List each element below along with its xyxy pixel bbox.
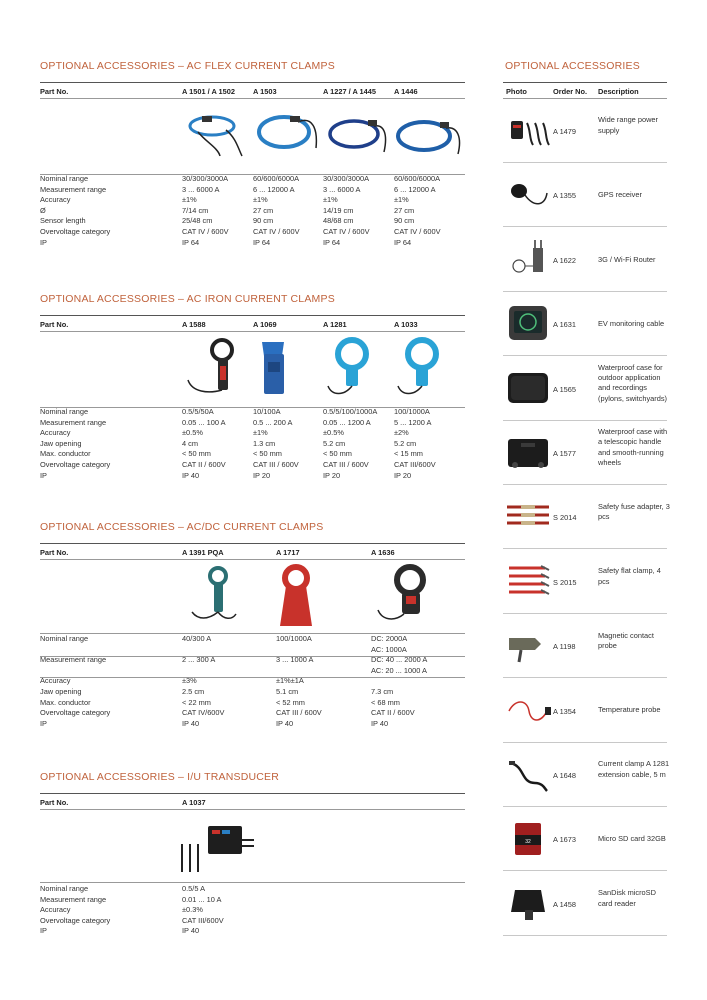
divider: [503, 82, 667, 83]
trolley-case-icon: [505, 431, 551, 473]
accessory-row: [503, 485, 670, 549]
temperature-probe-icon: [505, 689, 551, 731]
accessory-description: EV monitoring cable: [598, 318, 665, 328]
spec-value: ±0.5%: [182, 428, 203, 438]
spec-value: ±1%: [182, 195, 197, 205]
spec-label: Measurement range: [40, 894, 107, 904]
spec-label: Jaw opening: [40, 438, 82, 448]
spec-value: AC: 20 ... 1000 A: [371, 665, 427, 675]
gps-receiver-icon: [505, 173, 551, 215]
section-title-iron: OPTIONAL ACCESSORIES – AC IRON CURRENT CLAMPS: [40, 293, 335, 305]
spec-label: Accuracy: [40, 428, 71, 438]
spec-value: 27 cm: [253, 205, 274, 215]
section-title-iu: OPTIONAL ACCESSORIES – I/U TRANSDUCER: [40, 771, 280, 783]
accessory-row: [503, 550, 667, 614]
spec-label: Nominal range: [40, 634, 89, 643]
spec-value: ±1%: [253, 428, 268, 438]
accessory-row: [503, 872, 667, 936]
accessory-order-no: A 1479: [553, 127, 577, 136]
spec-value: CAT III / 600V: [276, 708, 322, 718]
spec-value: CAT II / 600V: [182, 460, 226, 469]
spec-label: Nominal range: [40, 407, 89, 416]
iron-clamp-a1588: [188, 340, 232, 392]
spec-value: 90 cm: [253, 216, 274, 226]
accessory-order-no: A 1577: [553, 449, 577, 458]
spec-value: 5 ... 1200 A: [394, 417, 432, 427]
spec-value: 3 ... 1000 A: [276, 655, 314, 665]
divider: [40, 882, 465, 883]
flex-clamps-image: [178, 108, 468, 164]
svg-text:32: 32: [525, 839, 531, 846]
accessory-row: [503, 163, 667, 227]
spec-value: < 22 mm: [182, 697, 211, 707]
spec-value: IP 40: [371, 718, 389, 728]
router-icon: [505, 238, 551, 280]
spec-value: 5.1 cm: [276, 687, 299, 696]
spec-value: IP 40: [182, 926, 200, 936]
spec-value: DC: 2000A: [371, 634, 408, 643]
spec-value: 6 ... 12000 A: [253, 184, 295, 194]
acdc-clamp-a1717: [280, 567, 312, 626]
spec-value: 7.3 cm: [371, 687, 394, 696]
accessory-row: [503, 679, 667, 743]
spec-label: Accuracy: [40, 676, 71, 686]
spec-value: 10/100A: [253, 407, 281, 416]
spec-value: 30/300/3000A: [182, 174, 229, 183]
card-reader-icon: [505, 882, 551, 924]
accessory-description: Temperature probe: [598, 705, 661, 715]
spec-label: IP: [40, 470, 47, 480]
spec-value: CAT IV / 600V: [323, 227, 370, 236]
spec-label: IP: [40, 926, 47, 936]
col-a1033: A 1033: [394, 320, 418, 329]
spec-value: 14/19 cm: [323, 205, 354, 215]
col-photo: Photo: [506, 87, 527, 96]
divider: [40, 793, 465, 794]
spec-label: Measurement range: [40, 184, 107, 194]
spec-value: 2.5 cm: [182, 687, 205, 696]
spec-value: ±1%±1A: [276, 676, 304, 686]
spec-value: IP 20: [323, 470, 341, 480]
spec-value: CAT III / 600V: [323, 460, 369, 469]
col-part-no: Part No.: [40, 87, 69, 96]
spec-value: 0.05 ... 1200 A: [323, 417, 371, 427]
extension-cable-icon: [505, 753, 551, 795]
accessory-description: Safety flat clamp, 4 pcs: [598, 566, 661, 586]
accessory-description: Magnetic contact probe: [598, 630, 654, 650]
iron-clamp-a1069: [262, 342, 284, 394]
magnetic-probe-icon: [505, 624, 551, 666]
accessory-row: [503, 228, 667, 292]
spec-value: 7/14 cm: [182, 205, 209, 215]
spec-label: IP: [40, 718, 47, 728]
accessory-description: GPS receiver: [598, 190, 642, 200]
spec-value: 4 cm: [182, 438, 199, 448]
spec-value: ±0.3%: [182, 905, 203, 915]
spec-value: 0.5/5/100/1000A: [323, 407, 378, 416]
spec-value: 3 ... 6000 A: [323, 184, 361, 194]
spec-value: CAT III/600V: [394, 460, 436, 469]
spec-value: ±1%: [253, 195, 268, 205]
spec-value: IP 20: [253, 470, 271, 480]
spec-value: IP 40: [276, 718, 294, 728]
accessory-row: [503, 743, 670, 807]
divider: [40, 331, 465, 332]
divider: [40, 559, 465, 560]
accessory-description: Micro SD card 32GB: [598, 834, 666, 844]
divider: [40, 315, 465, 316]
accessory-row: [503, 421, 667, 485]
accessory-order-no: A 1458: [553, 899, 577, 909]
spec-value: 0.5/5/50A: [182, 407, 214, 416]
section-title-acdc: OPTIONAL ACCESSORIES – AC/DC CURRENT CLAMPS: [40, 521, 324, 533]
accessory-description: Safety fuse adapter, 3 pcs: [598, 501, 670, 522]
col-part-no: Part No.: [40, 798, 69, 807]
accessory-row: [503, 614, 667, 678]
spec-value: CAT III/600V: [182, 915, 224, 925]
accessory-row: [503, 807, 667, 871]
spec-label: Max. conductor: [40, 449, 91, 459]
spec-value: < 50 mm: [182, 449, 211, 459]
spec-value: ±1%: [323, 195, 338, 205]
spec-label: Accuracy: [40, 195, 71, 205]
spec-label: Nominal range: [40, 884, 89, 893]
accessory-order-no: A 1648: [553, 771, 577, 780]
spec-label: Overvoltage category: [40, 227, 111, 236]
accessory-order-no: A 1354: [553, 706, 577, 716]
col-a1391: A 1391 PQA: [182, 548, 224, 557]
spec-label: Nominal range: [40, 174, 89, 183]
acdc-clamps-image: [178, 564, 468, 630]
col-a1281: A 1281: [323, 320, 347, 329]
iron-clamp-a1033: [398, 340, 436, 394]
spec-value: 48/68 cm: [323, 216, 354, 226]
flex-coil-a1446: [398, 122, 460, 154]
iron-clamp-a1281: [328, 340, 366, 394]
fuse-adapter-icon: [505, 495, 551, 537]
flex-coil-a1503: [259, 116, 316, 148]
spec-value: 30/300/3000A: [323, 174, 370, 183]
col-part-no: Part No.: [40, 548, 69, 557]
flex-coil-a1501: [190, 116, 242, 156]
acdc-clamp-a1391: [192, 568, 236, 618]
accessory-description: SanDisk microSD card reader: [598, 888, 656, 908]
spec-value: < 50 mm: [323, 449, 352, 459]
accessory-order-no: A 1198: [553, 642, 576, 652]
spec-label: Max. conductor: [40, 697, 91, 707]
accessory-order-no: A 1673: [553, 835, 577, 845]
spec-value: < 52 mm: [276, 697, 305, 707]
spec-value: 60/600/6000A: [253, 174, 300, 183]
accessory-order-no: A 1355: [553, 191, 577, 201]
col-a1717: A 1717: [276, 548, 300, 557]
spec-value: < 15 mm: [394, 449, 423, 459]
accessory-description: Waterproof case with a telescopic handle and smooth-running wheels: [598, 427, 668, 468]
flat-clamp-icon: [505, 560, 551, 602]
spec-value: CAT IV/600V: [182, 708, 225, 718]
spec-value: ±3%: [182, 676, 197, 686]
col-a1037: A 1037: [182, 798, 206, 807]
divider: [40, 809, 465, 810]
accessory-order-no: A 1622: [553, 255, 577, 265]
spec-label: IP: [40, 237, 47, 247]
col-a1588: A 1588: [182, 320, 206, 329]
spec-value: 27 cm: [394, 205, 415, 215]
col-a1446: A 1446: [394, 87, 418, 96]
spec-value: IP 64: [323, 237, 341, 247]
spec-value: ±1%: [394, 195, 409, 205]
spec-value: ±0.5%: [323, 428, 344, 438]
spec-value: < 68 mm: [371, 697, 400, 707]
spec-value: IP 20: [394, 470, 412, 480]
accessory-row: [503, 99, 667, 163]
sd-card-icon: [505, 817, 551, 859]
spec-value: IP 40: [182, 470, 200, 480]
divider: [40, 543, 465, 544]
accessory-row: [503, 357, 667, 421]
flex-coil-a1227: [330, 120, 386, 152]
spec-value: 5.2 cm: [394, 438, 417, 448]
spec-value: CAT IV / 600V: [182, 227, 229, 236]
spec-label: Overvoltage category: [40, 915, 111, 925]
spec-value: CAT IV / 600V: [394, 227, 441, 236]
ev-cable-icon: [505, 302, 551, 344]
spec-value: 0.05 ... 100 A: [182, 417, 226, 427]
divider: [40, 98, 465, 99]
spec-value: 90 cm: [394, 216, 415, 226]
accessory-row: [503, 292, 667, 356]
spec-value: < 50 mm: [253, 449, 282, 459]
accessory-order-no: S 2014: [553, 513, 577, 523]
col-a1501: A 1501 / A 1502: [182, 87, 236, 96]
spec-label: Sensor length: [40, 216, 86, 226]
spec-label: Accuracy: [40, 905, 71, 915]
spec-value: ±2%: [394, 428, 409, 438]
spec-value: IP 64: [182, 237, 200, 247]
iu-transducer-image: [178, 820, 258, 876]
spec-value: 100/1000A: [394, 407, 430, 416]
col-a1636: A 1636: [371, 548, 395, 557]
col-a1227: A 1227 / A 1445: [323, 87, 377, 96]
spec-label: Overvoltage category: [40, 708, 111, 718]
col-part-no: Part No.: [40, 320, 69, 329]
spec-label: Measurement range: [40, 417, 107, 427]
spec-label: Measurement range: [40, 655, 107, 665]
spec-value: 0.01 ... 10 A: [182, 894, 222, 904]
spec-value: CAT III / 600V: [253, 460, 299, 469]
spec-value: 25/48 cm: [182, 216, 213, 226]
spec-value: 100/1000A: [276, 634, 312, 643]
section-title-accessories: OPTIONAL ACCESSORIES: [505, 60, 640, 72]
spec-label: Ø: [40, 205, 46, 215]
spec-value: 3 ... 6000 A: [182, 184, 220, 194]
spec-value: IP 64: [253, 237, 271, 247]
spec-value: 40/300 A: [182, 634, 212, 643]
section-title-flex: OPTIONAL ACCESSORIES – AC FLEX CURRENT CLAMPS: [40, 60, 335, 72]
spec-label: Overvoltage category: [40, 460, 111, 469]
acdc-clamp-a1636: [378, 567, 423, 619]
accessory-order-no: S 2015: [553, 577, 577, 587]
spec-value: 1.3 cm: [253, 438, 276, 448]
col-description: Description: [598, 87, 639, 96]
spec-value: CAT II / 600V: [371, 708, 415, 718]
spec-label: Jaw opening: [40, 687, 82, 696]
accessory-order-no: A 1565: [553, 384, 577, 394]
accessory-description: Waterproof case for outdoor application and recordings (pylons, switchyards): [598, 362, 667, 403]
spec-value: IP 40: [182, 718, 200, 728]
accessory-description: 3G / Wi-Fi Router: [598, 254, 656, 264]
accessory-description: Current clamp A 1281 extension cable, 5 m: [598, 759, 670, 779]
spec-value: 0.5 ... 200 A: [253, 417, 293, 427]
col-a1069: A 1069: [253, 320, 277, 329]
spec-value: IP 64: [394, 237, 412, 247]
spec-value: DC: 40 ... 2000 A: [371, 655, 428, 665]
spec-value: 0.5/5 A: [182, 884, 206, 893]
spec-value: 60/600/6000A: [394, 174, 441, 183]
spec-value: 5.2 cm: [323, 438, 346, 448]
divider: [40, 677, 465, 678]
spec-value: 6 ... 12000 A: [394, 184, 436, 194]
accessory-description: Wide range power supply: [598, 115, 658, 135]
accessory-order-no: A 1631: [553, 320, 577, 330]
spec-value: 2 ... 300 A: [182, 655, 216, 665]
waterproof-case-icon: [505, 367, 551, 409]
spec-value: AC: 1000A: [371, 644, 407, 654]
divider: [40, 82, 465, 83]
spec-value: CAT IV / 600V: [253, 227, 300, 236]
col-order-no: Order No.: [553, 87, 588, 96]
col-a1503: A 1503: [253, 87, 277, 96]
power-supply-icon: [505, 109, 551, 151]
iron-clamps-image: [178, 336, 468, 404]
